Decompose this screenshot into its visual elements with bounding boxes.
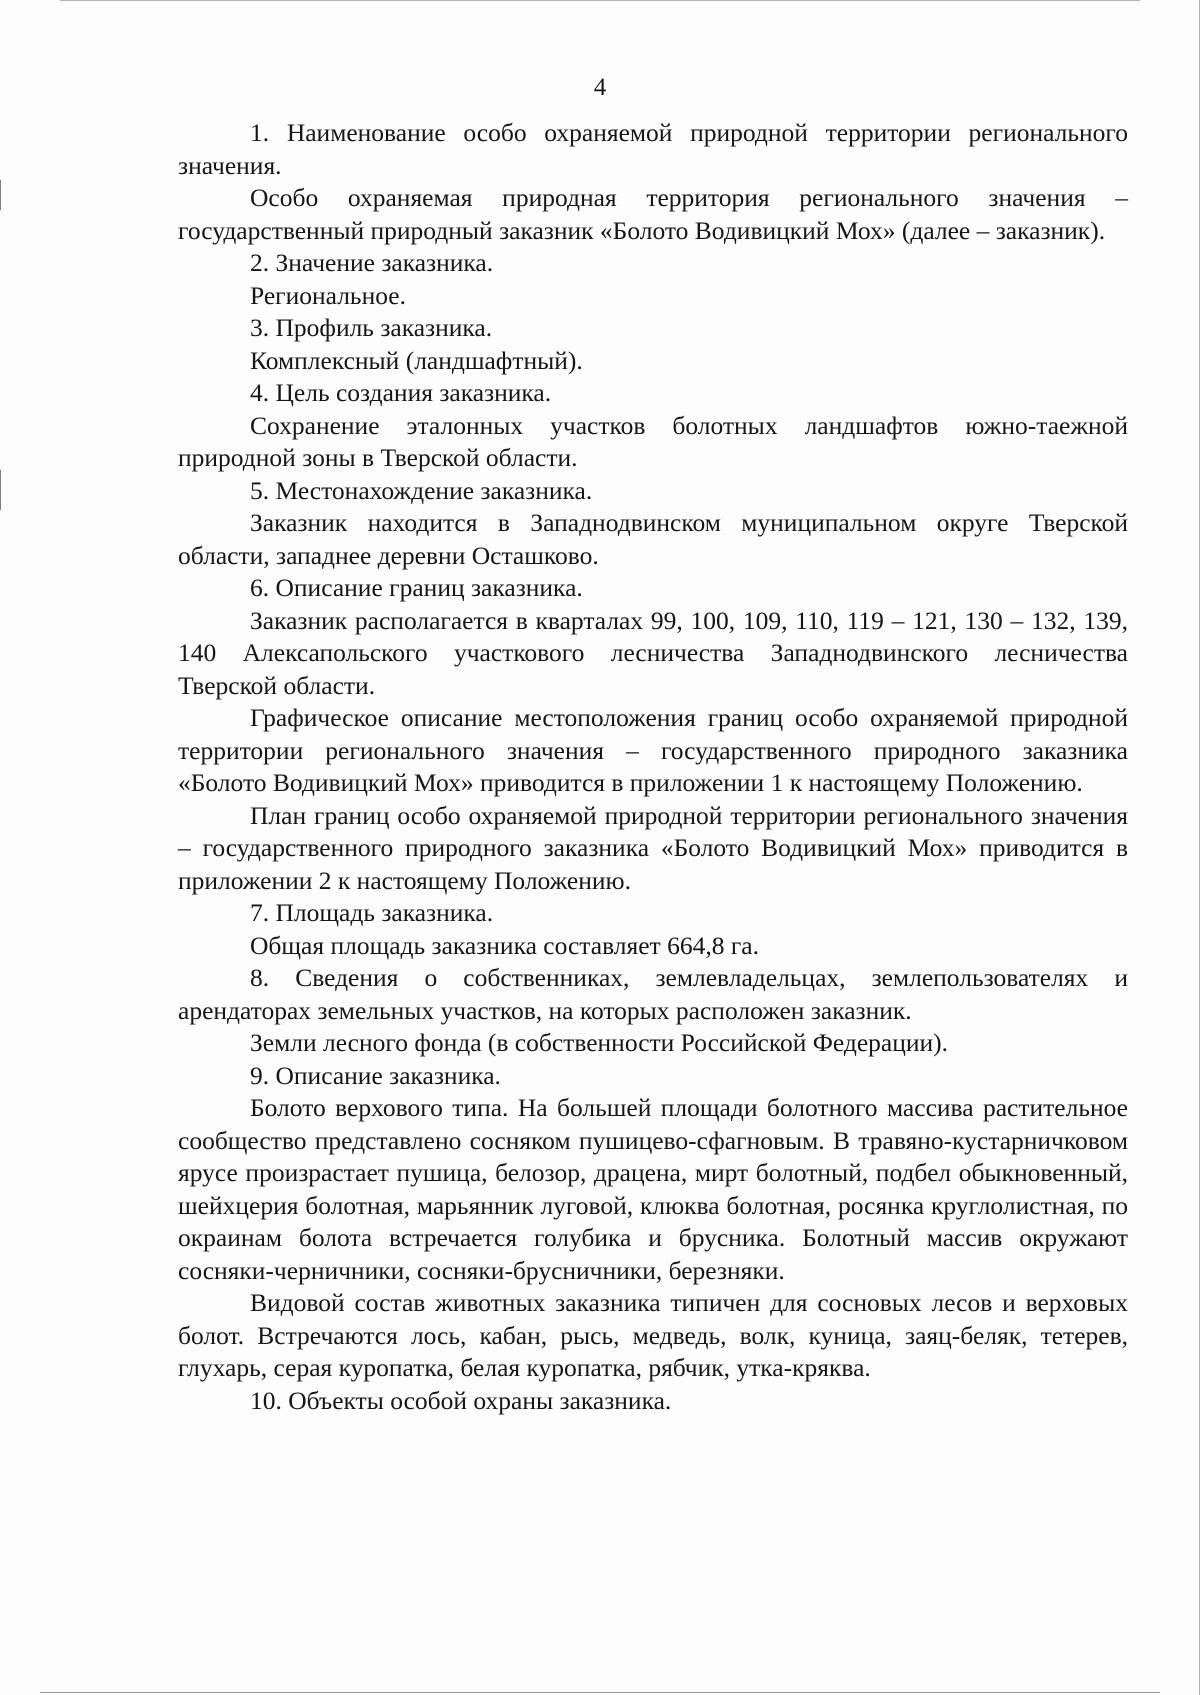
paragraph: 10. Объекты особой охраны заказника.: [250, 1385, 672, 1415]
paragraph: Общая площадь заказника составляет 664,8 га.: [250, 930, 759, 960]
document-body: [178, 117, 1128, 1417]
paragraph: Комплексный (ландшафтный).: [250, 345, 583, 375]
paragraph: Видовой состав животных заказника типичен для сосновых лесов и верховых болот. Встречаются лось, кабан, рысь, медведь, волк, куница, заяц-беляк, тетерев, глухарь, серая куропатка, белая куропатка, рябчик, утка-кряква.: [178, 1288, 1128, 1382]
paragraph: Графическое описание местоположения границ особо охраняемой природной территории регионального значения – государственного природного заказника «Болото Водивицкий Мох» приводится в приложении 1 к настоящему Положению.: [178, 703, 1128, 797]
scan-edge-bottom: [40, 1692, 1160, 1693]
scan-edge-top: [60, 0, 1140, 1]
scan-edge-left-mark: [0, 470, 1, 510]
paragraph: Земли лесного фонда (в собственности Российской Федерации).: [250, 1028, 949, 1057]
paragraph: 2. Значение заказника.: [250, 248, 494, 277]
scan-edge-left-mark: [0, 180, 1, 210]
paragraph: План границ особо охраняемой природной территории регионального значения – государственного природного заказника «Болото Водивицкий Мох» приводится в приложении 2 к настоящему Положению.: [178, 800, 1128, 895]
paragraph: 5. Местонахождение заказника.: [250, 475, 593, 505]
paragraph: Заказник находится в Западнодвинском муниципальном округе Тверской области, западнее деревни Осташково.: [178, 508, 1128, 570]
paragraph: Сохранение эталонных участков болотных ландшафтов южно-таежной природной зоны в Тверской области.: [178, 410, 1128, 472]
paragraph: Болото верхового типа. На большей площади болотного массива растительное сообщество представлено сосняком пушицево-сфагновым. В травяно-кустарничковом ярусе произрастает пушица, белозор, драцена, мирт болотный, подбел обыкновенный, шейхцерия болотная, марьянник луговой, клюква болотная, росянка круглолистная, по окраинам болота встречается голубика и брусника. Болотный массив окружают сосняки-черничники, сосняки-брусничники, березняки.: [178, 1093, 1128, 1285]
paragraph: Особо охраняемая природная территория регионального значения – государственный природный заказник «Болото Водивицкий Мох» (далее – заказник).: [178, 183, 1128, 245]
page-number: 4: [593, 74, 607, 101]
paragraph: 9. Описание заказника.: [250, 1060, 501, 1090]
paragraph: 7. Площадь заказника.: [250, 898, 494, 927]
paragraph: Региональное.: [250, 280, 406, 310]
paragraph: 1. Наименование особо охраняемой природной территории регионального значения.: [178, 118, 1128, 180]
paragraph: 8. Сведения о собственниках, землевладельцах, землепользователях и арендаторах земельных участков, на которых расположен заказник.: [178, 963, 1128, 1025]
paragraph: 3. Профиль заказника.: [250, 313, 493, 342]
paragraph: 4. Цель создания заказника.: [250, 378, 552, 407]
paragraph: Заказник располагается в кварталах 99, 100, 109, 110, 119 – 121, 130 – 132, 139, 140 Алексапольского участкового лесничества Западнодвинского лесничества Тверской области.: [178, 605, 1128, 700]
paragraph: 6. Описание границ заказника.: [250, 573, 583, 602]
